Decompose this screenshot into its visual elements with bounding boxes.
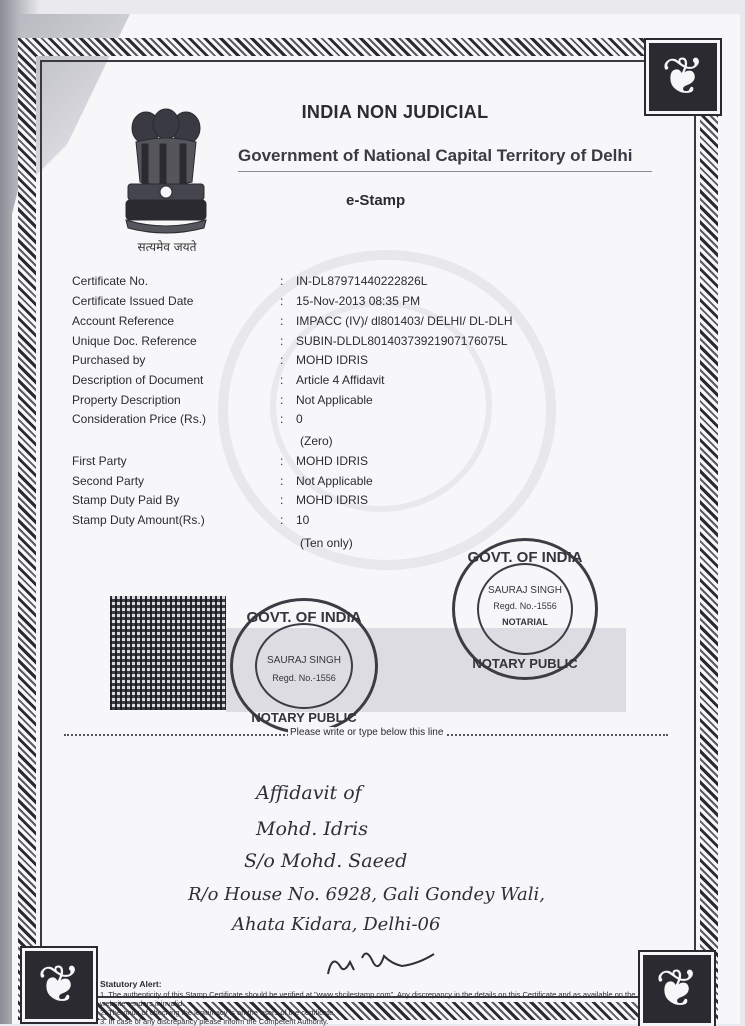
seal-label: NOTARIAL [502, 617, 548, 627]
handwritten-line: R/o House No. 6928, Gali Gondey Wali, [188, 884, 546, 905]
seal-registration: Regd. No.-1556 [272, 673, 336, 683]
field-label: Certificate No. [72, 274, 149, 288]
field-value: MOHD IDRIS [296, 454, 368, 468]
handwritten-line: S/o Mohd. Saeed [244, 850, 408, 872]
field-value: Article 4 Affidavit [296, 373, 385, 387]
stamp-type: e-Stamp [346, 192, 406, 209]
field-label: First Party [72, 454, 127, 468]
alert-item: 3. In case of any discrepancy please inform the Competent Authority. [100, 1017, 329, 1026]
seal-bottom-text: NOTARY PUBLIC [472, 656, 578, 671]
handwritten-line: Ahata Kidara, Delhi-06 [232, 914, 441, 935]
field-label: Certificate Issued Date [72, 294, 194, 308]
field-label: Purchased by [72, 353, 146, 367]
field-value: Not Applicable [296, 474, 373, 488]
alert-item: 1. The authenticity of this Stamp Certificate should be verified at "www.shcilestamp.com". Any discrepancy in the details on this Certificate and as available on the website renders it invalid. [100, 990, 636, 1008]
field-label: Description of Document [72, 373, 204, 387]
amount-in-words: (Ten only) [300, 536, 353, 550]
national-emblem-icon [118, 104, 214, 252]
consideration-in-words: (Zero) [300, 434, 333, 448]
field-label: Second Party [72, 474, 145, 488]
seal-name: SAURAJ SINGH [267, 655, 341, 666]
cut-line-instruction: Please write or type below this line [290, 727, 444, 738]
alert-title: Statutory Alert: [100, 979, 162, 989]
seal-bottom-text: NOTARY PUBLIC [251, 710, 357, 725]
seal-registration: Regd. No.-1556 [493, 601, 557, 611]
notary-seal-right [452, 538, 598, 680]
field-value: Not Applicable [296, 393, 373, 407]
field-label: Consideration Price (Rs.) [72, 412, 207, 426]
signature [322, 944, 442, 982]
title-divider [238, 171, 652, 172]
field-value: MOHD IDRIS [296, 353, 368, 367]
notary-seal-left [230, 598, 378, 734]
field-value: 15-Nov-2013 08:35 PM [296, 294, 421, 308]
issuing-authority: Government of National Capital Territory of Delhi [238, 146, 633, 165]
field-value: 10 [296, 513, 310, 527]
qr-code [110, 596, 226, 710]
handwritten-line: Mohd. Idris [256, 818, 368, 840]
corner-ornament-top-right [646, 40, 720, 114]
corner-ornament-bottom-right [640, 952, 714, 1026]
statutory-alert [100, 980, 640, 1026]
seal-top-text: GOVT. OF INDIA [467, 549, 583, 566]
field-value: IMPACC (IV)/ dl801403/ DELHI/ DL-DLH [296, 314, 513, 328]
seal-top-text: GOVT. OF INDIA [246, 609, 362, 626]
field-label: Stamp Duty Amount(Rs.) [72, 513, 205, 527]
field-value: SUBIN-DLDL80140373921907176075L [296, 334, 508, 348]
field-label: Unique Doc. Reference [72, 334, 197, 348]
field-label: Stamp Duty Paid By [72, 493, 180, 507]
seal-name: SAURAJ SINGH [488, 585, 562, 596]
field-label: Property Description [72, 393, 181, 407]
field-value: MOHD IDRIS [296, 493, 368, 507]
emblem-motto: सत्यमेव जयते [137, 240, 197, 254]
field-value: 0 [296, 412, 303, 426]
field-label: Account Reference [72, 314, 175, 328]
alert-item: 2. The onus of checking the legitimacy is on the users of the certificate. [100, 1008, 336, 1017]
handwritten-line: Affidavit of [256, 782, 362, 804]
corner-ornament-bottom-left [22, 948, 96, 1022]
document-title: INDIA NON JUDICIAL [301, 102, 489, 122]
field-value: IN-DL87971440222826L [296, 274, 428, 288]
